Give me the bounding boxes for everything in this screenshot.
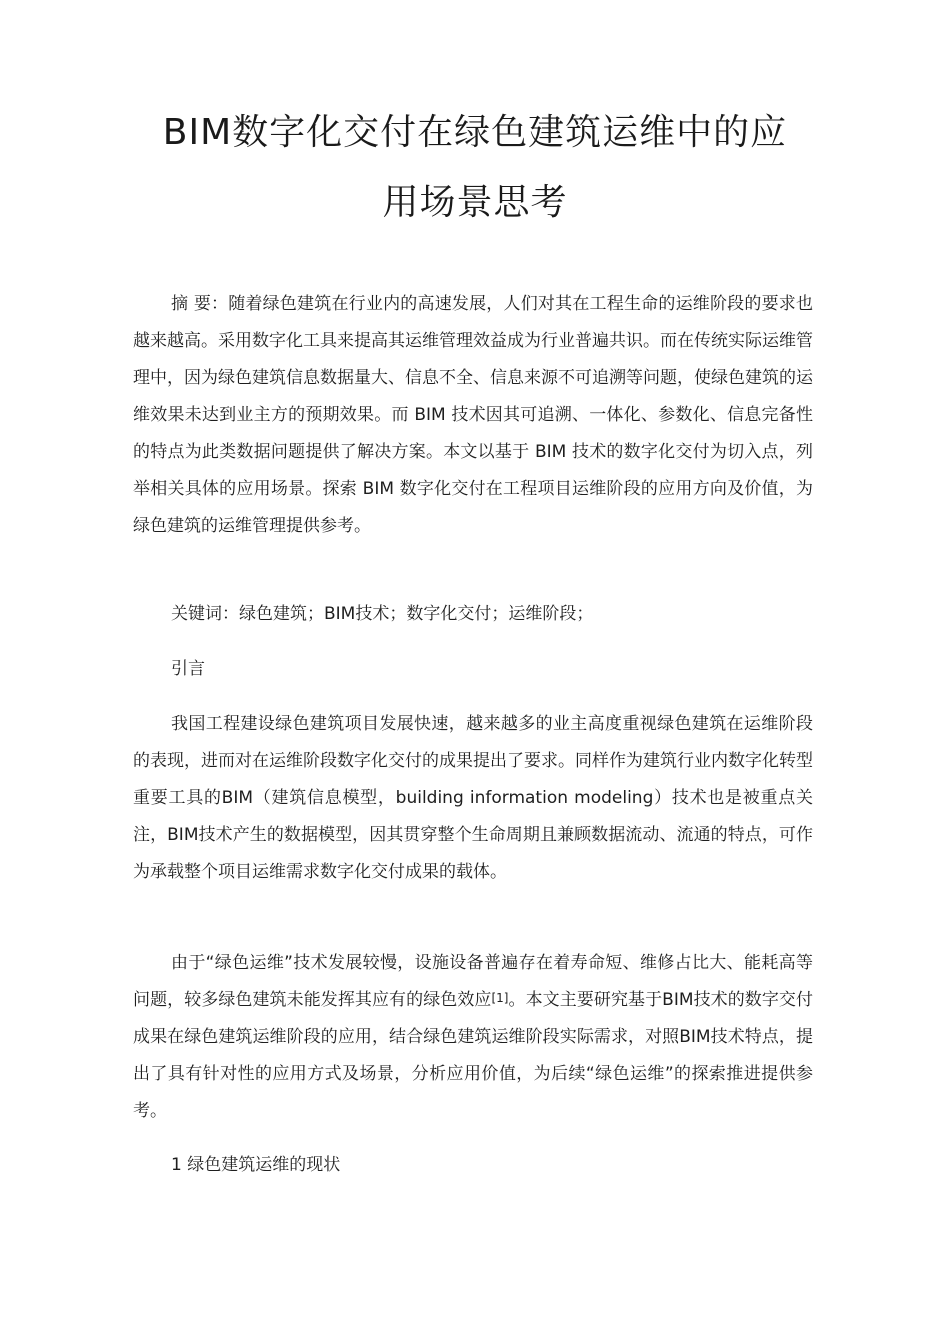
paragraph-2-text-b: 。本文主要研究基于BIM技术的数字交付成果在绿色建筑运维阶段的应用，结合绿色建筑运维阶段实际需求，对照BIM技术特点，提出了具有针对性的应用方式及场景，分析应用价值，为后续“绿色运维”的探索推进提供参考。 [133, 990, 814, 1121]
document-title-line-2: 用场景思考 [382, 182, 568, 223]
intro-heading-block [133, 651, 813, 688]
section-1-heading: 1 绿色建筑运维的现状 [171, 1155, 341, 1175]
abstract-text: 随着绿色建筑在行业内的高速发展，人们对其在工程生命的运维阶段的要求也越来越高。采用数字化工具来提高其运维管理效益成为行业普遍共识。而在传统实际运维管理中，因为绿色建筑信息数据量大、信息不全、信息来源不可追溯等问题，使绿色建筑的运维效果未达到业主方的预期效果。而 BIM 技术因其可追溯、一体化、参数化、信息完备性的特点为此类数据问题提供了解决方案。本文以基于 BIM 技术的数字化交付为切入点，列举相关具体的应用场景。探索 BIM 数字化交付在工程项目运维阶段的应用方向及价值，为绿色建筑的运维管理提供参考。 [133, 294, 814, 536]
citation-marker[interactable]: [1] [491, 991, 509, 1005]
section-1-heading-block [133, 1147, 813, 1184]
keywords-paragraph [133, 596, 813, 633]
keywords-section [133, 596, 813, 633]
keywords-label: 关键词： [171, 604, 239, 624]
abstract-label: 摘 要： [171, 294, 229, 314]
paragraph-2 [133, 945, 813, 1130]
paragraph-1: 我国工程建设绿色建筑项目发展快速，越来越多的业主高度重视绿色建筑在运维阶段的表现，进而对在运维阶段数字化交付的成果提出了要求。同样作为建筑行业内数字化转型重要工具的BIM（建筑信息模型，building information modeling）技术也是被重点关注，BIM技术产生的数据模型，因其贯穿整个生命周期且兼顾数据流动、流通的特点，可作为承载整个项目运维需求数字化交付成果的载体。 [133, 714, 813, 882]
intro-heading: 引言 [171, 659, 205, 679]
abstract-section [133, 286, 813, 545]
document-title-line-1: BIM数字化交付在绿色建筑运维中的应 [162, 112, 788, 153]
paragraph-1-block [133, 706, 813, 891]
paragraph-2-text-a: 由于“绿色运维”技术发展较慢，设施设备普遍存在着寿命短、维修占比大、能耗高等问题，较多绿色建筑未能发挥其应有的绿色效应 [133, 953, 813, 1010]
paragraph-2-block [133, 945, 813, 1130]
keywords-text: 绿色建筑；BIM技术；数字化交付；运维阶段； [239, 604, 594, 624]
abstract-paragraph [133, 286, 813, 545]
